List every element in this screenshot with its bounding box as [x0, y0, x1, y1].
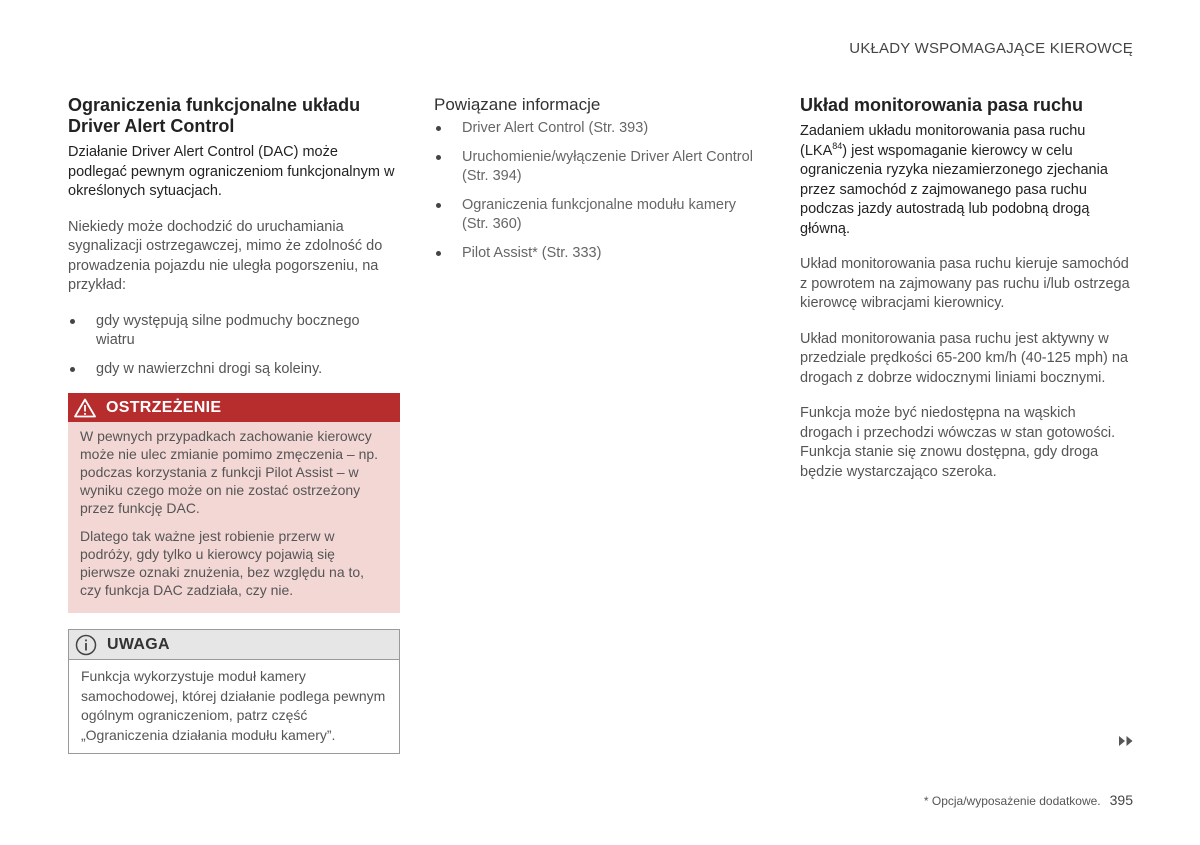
lka-lead-text: Zadaniem układu monitorowania pasa ruchu (LKA — [800, 123, 1086, 159]
related-link[interactable]: Uruchomienie/wyłączenie Driver Alert Control (Str. 394) — [434, 148, 754, 187]
warning-header — [68, 393, 400, 422]
warning-title: OSTRZEŻENIE — [106, 398, 222, 416]
footnote-marker: 84 — [832, 140, 843, 151]
related-link[interactable]: Ograniczenia funkcjonalne modułu kamery (Str. 360) — [434, 196, 754, 235]
lka-lead-text-cont: ) jest wspomaganie kierowcy w celu ograniczenia ryzyka niezamierzonego zjechania przez samochód z zajmowanego pasa ruchu podczas jazdy autostradą lub podobną drogą główną. — [800, 142, 1108, 237]
note-title: UWAGA — [107, 635, 170, 653]
lka-heading: Układ monitorowania pasa ruchu — [800, 95, 1084, 115]
lka-lead-paragraph — [800, 122, 1130, 239]
section-header: UKŁADY WSPOMAGAJĄCE KIEROWCĘ — [849, 40, 1133, 57]
page-footer — [924, 792, 1133, 808]
note-body — [69, 660, 399, 753]
page-number: 395 — [1109, 792, 1133, 808]
dac-limitations-heading: Ograniczenia funkcjonalne układu Driver Alert Control — [68, 95, 361, 136]
related-link[interactable]: Driver Alert Control (Str. 393) — [434, 119, 754, 139]
dac-lead-paragraph: Działanie Driver Alert Control (DAC) może podlegać pewnym ograniczeniom funkcjonalnym w określonych sytuacjach. — [68, 144, 395, 199]
note-paragraph: Funkcja wykorzystuje moduł kamery samochodowej, której działanie podlega pewnym ogólnym ograniczeniom, patrz część „Ograniczenia działania modułu kamery”. — [81, 668, 386, 743]
related-info-heading: Powiązane informacje — [434, 95, 601, 114]
lka-paragraph: Funkcja może być niedostępna na wąskich drogach i przechodzi wówczas w stan gotowości. Funkcja stanie się znowu dostępna, gdy droga będzie wystarczająco szeroka. — [800, 405, 1116, 480]
list-item: gdy w nawierzchni drogi są koleiny. — [68, 360, 400, 380]
footnote: * Opcja/wyposażenie dodatkowe. — [923, 794, 1101, 808]
related-links-list — [434, 119, 754, 263]
warning-box — [68, 393, 400, 613]
warning-paragraph: W pewnych przypadkach zachowanie kierowcy może nie ulec zmianie pomimo zmęczenia – np. podczas korzystania z funkcji Pilot Assist – w wyniku czego może on nie zostać ostrzeżony przez funkcję DAC. — [80, 428, 379, 516]
lka-paragraph: Układ monitorowania pasa ruchu jest aktywny w przedziale prędkości 65-200 km/h (40-125 mph) na drogach z dobrze widocznymi liniami bocznymi. — [800, 330, 1129, 386]
related-link[interactable]: Pilot Assist* (Str. 333) — [434, 244, 754, 264]
warning-body — [68, 422, 400, 613]
dac-bullet-list — [68, 312, 400, 380]
list-item: gdy występują silne podmuchy bocznego wiatru — [68, 312, 400, 351]
left-column — [68, 95, 400, 754]
middle-column — [434, 95, 754, 277]
note-box — [68, 629, 400, 754]
warning-paragraph: Dlatego tak ważne jest robienie przerw w podróży, gdy tylko u kierowcy pojawią się pierwsze oznaki znużenia, bez względu na to, czy funkcja DAC zadziała, czy nie. — [80, 528, 365, 598]
info-circle-icon — [75, 634, 97, 656]
warning-triangle-icon — [74, 398, 96, 418]
right-column — [800, 95, 1130, 498]
note-header — [69, 630, 399, 660]
lka-paragraph: Układ monitorowania pasa ruchu kieruje samochód z powrotem na zajmowany pas ruchu i/lub ostrzega kierowcę wibracjami kierownicy. — [800, 256, 1130, 311]
double-arrow-right-icon — [1118, 735, 1134, 747]
dac-paragraph: Niekiedy może dochodzić do uruchamiania sygnalizacji ostrzegawczej, mimo że zdolność do prowadzenia pojazdu nie uległa pogorszeniu, na przykład: — [68, 218, 383, 293]
